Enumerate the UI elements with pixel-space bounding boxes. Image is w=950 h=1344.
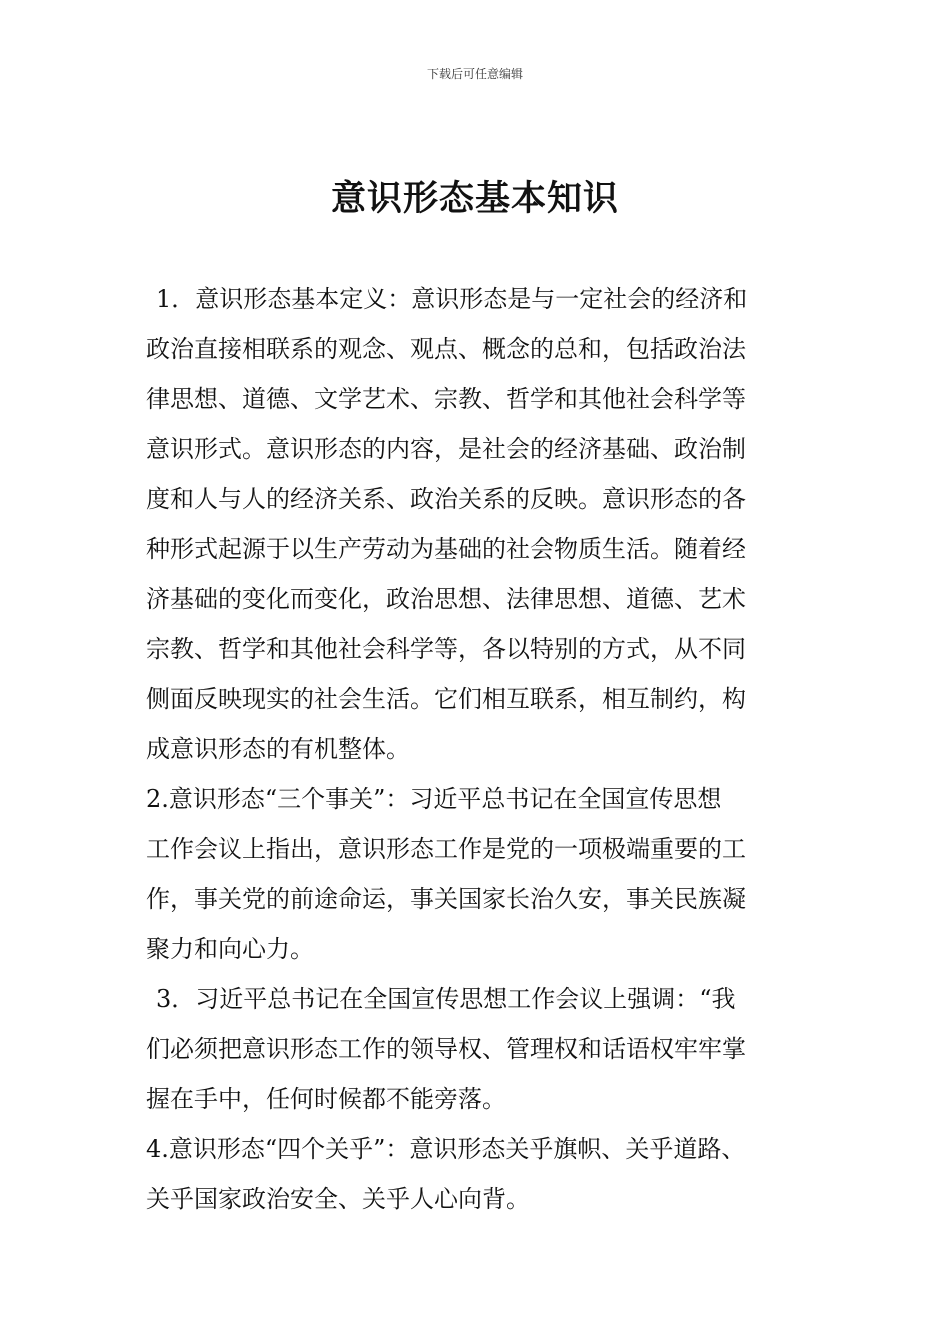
page-title: 意识形态基本知识 (330, 179, 619, 219)
text-line: 聚力和向心力。 (146, 935, 314, 963)
text-line: 工作会议上指出，意识形态工作是党的一项极端重要的工 (146, 835, 746, 863)
text-line: 度和人与人的经济关系、政治关系的反映。意识形态的各 (146, 485, 746, 513)
text-line: 3．习近平总书记在全国宣传思想工作会议上强调：“我 (156, 985, 736, 1013)
text-line: 1．意识形态基本定义：意识形态是与一定社会的经济和 (156, 285, 748, 313)
text-line: 握在手中，任何时候都不能旁落。 (146, 1085, 506, 1113)
text-line: 济基础的变化而变化，政治思想、法律思想、道德、艺术 (146, 585, 746, 613)
text-line: 种形式起源于以生产劳动为基础的社会物质生活。随着经 (146, 535, 746, 563)
text-line: 关乎国家政治安全、关乎人心向背。 (146, 1185, 530, 1213)
text-line: 宗教、哲学和其他社会科学等，各以特别的方式，从不同 (146, 635, 746, 663)
header-note: 下载后可任意编辑 (426, 67, 523, 81)
text-line: 政治直接相联系的观念、观点、概念的总和，包括政治法 (146, 335, 746, 363)
text-line: 律思想、道德、文学艺术、宗教、哲学和其他社会科学等 (146, 385, 746, 413)
text-line: 侧面反映现实的社会生活。它们相互联系，相互制约，构 (146, 685, 746, 713)
text-line: 4.意识形态“四个关乎”：意识形态关乎旗帜、关乎道路、 (146, 1135, 746, 1163)
text-line: 意识形式。意识形态的内容，是社会的经济基础、政治制 (146, 435, 746, 463)
text-line: 们必须把意识形态工作的领导权、管理权和话语权牢牢掌 (146, 1035, 746, 1063)
document-body (146, 274, 836, 1224)
text-line: 作，事关党的前途命运，事关国家长治久安，事关民族凝 (146, 885, 746, 913)
text-line: 成意识形态的有机整体。 (146, 735, 410, 763)
text-line: 2.意识形态“三个事关”：习近平总书记在全国宣传思想 (146, 785, 722, 813)
